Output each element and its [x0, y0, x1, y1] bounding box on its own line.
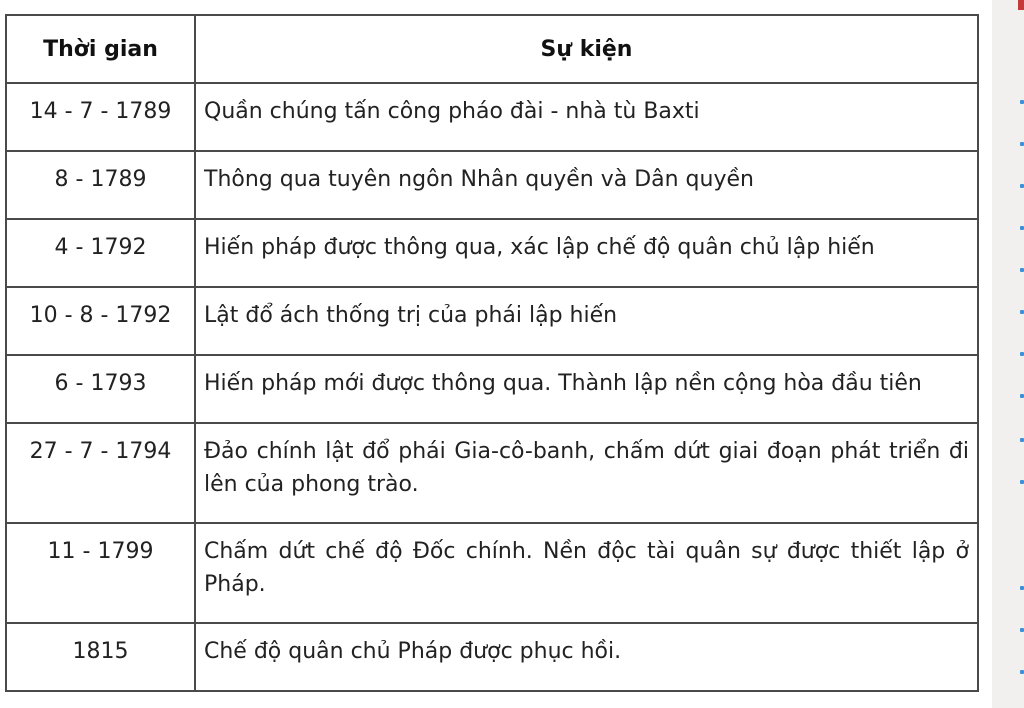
- event-cell: Hiến pháp mới được thông qua. Thành lập nền cộng hòa đầu tiên: [195, 355, 978, 423]
- event-cell: Chấm dứt chế độ Đốc chính. Nền độc tài quân sự được thiết lập ở Pháp.: [195, 523, 978, 623]
- bullet-icon: [1020, 480, 1024, 484]
- date-cell: 4 - 1792: [6, 219, 195, 287]
- table-row: [6, 83, 978, 151]
- bullet-icon: [1020, 310, 1024, 314]
- header-event: Sự kiện: [195, 15, 978, 83]
- date-cell: 27 - 7 - 1794: [6, 423, 195, 523]
- events-table: [5, 14, 979, 692]
- bullet-icon: [1020, 670, 1024, 674]
- event-cell: Đảo chính lật đổ phái Gia-cô-banh, chấm dứt giai đoạn phát triển đi lên của phong trào.: [195, 423, 978, 523]
- header-time: Thời gian: [6, 15, 195, 83]
- date-cell: 6 - 1793: [6, 355, 195, 423]
- event-cell: Lật đổ ách thống trị của phái lập hiến: [195, 287, 978, 355]
- date-cell: 11 - 1799: [6, 523, 195, 623]
- table-row: [6, 423, 978, 523]
- bullet-icon: [1020, 142, 1024, 146]
- table-row: [6, 151, 978, 219]
- table-row: [6, 355, 978, 423]
- date-cell: 1815: [6, 623, 195, 691]
- sidebar-accent-marker: [1018, 0, 1024, 10]
- bullet-icon: [1020, 184, 1024, 188]
- table-header-row: [6, 15, 978, 83]
- bullet-icon: [1020, 100, 1024, 104]
- date-cell: 14 - 7 - 1789: [6, 83, 195, 151]
- event-cell: Hiến pháp được thông qua, xác lập chế độ quân chủ lập hiến: [195, 219, 978, 287]
- bullet-icon: [1020, 352, 1024, 356]
- sidebar-panel: [992, 0, 1024, 708]
- date-cell: 8 - 1789: [6, 151, 195, 219]
- table-row: [6, 219, 978, 287]
- table-row: [6, 623, 978, 691]
- bullet-icon: [1020, 586, 1024, 590]
- event-cell: Quần chúng tấn công pháo đài - nhà tù Baxti: [195, 83, 978, 151]
- bullet-icon: [1020, 628, 1024, 632]
- date-cell: 10 - 8 - 1792: [6, 287, 195, 355]
- event-cell: Chế độ quân chủ Pháp được phục hồi.: [195, 623, 978, 691]
- bullet-icon: [1020, 394, 1024, 398]
- event-cell: Thông qua tuyên ngôn Nhân quyền và Dân quyền: [195, 151, 978, 219]
- bullet-icon: [1020, 268, 1024, 272]
- table-row: [6, 523, 978, 623]
- bullet-icon: [1020, 226, 1024, 230]
- bullet-icon: [1020, 438, 1024, 442]
- table-row: [6, 287, 978, 355]
